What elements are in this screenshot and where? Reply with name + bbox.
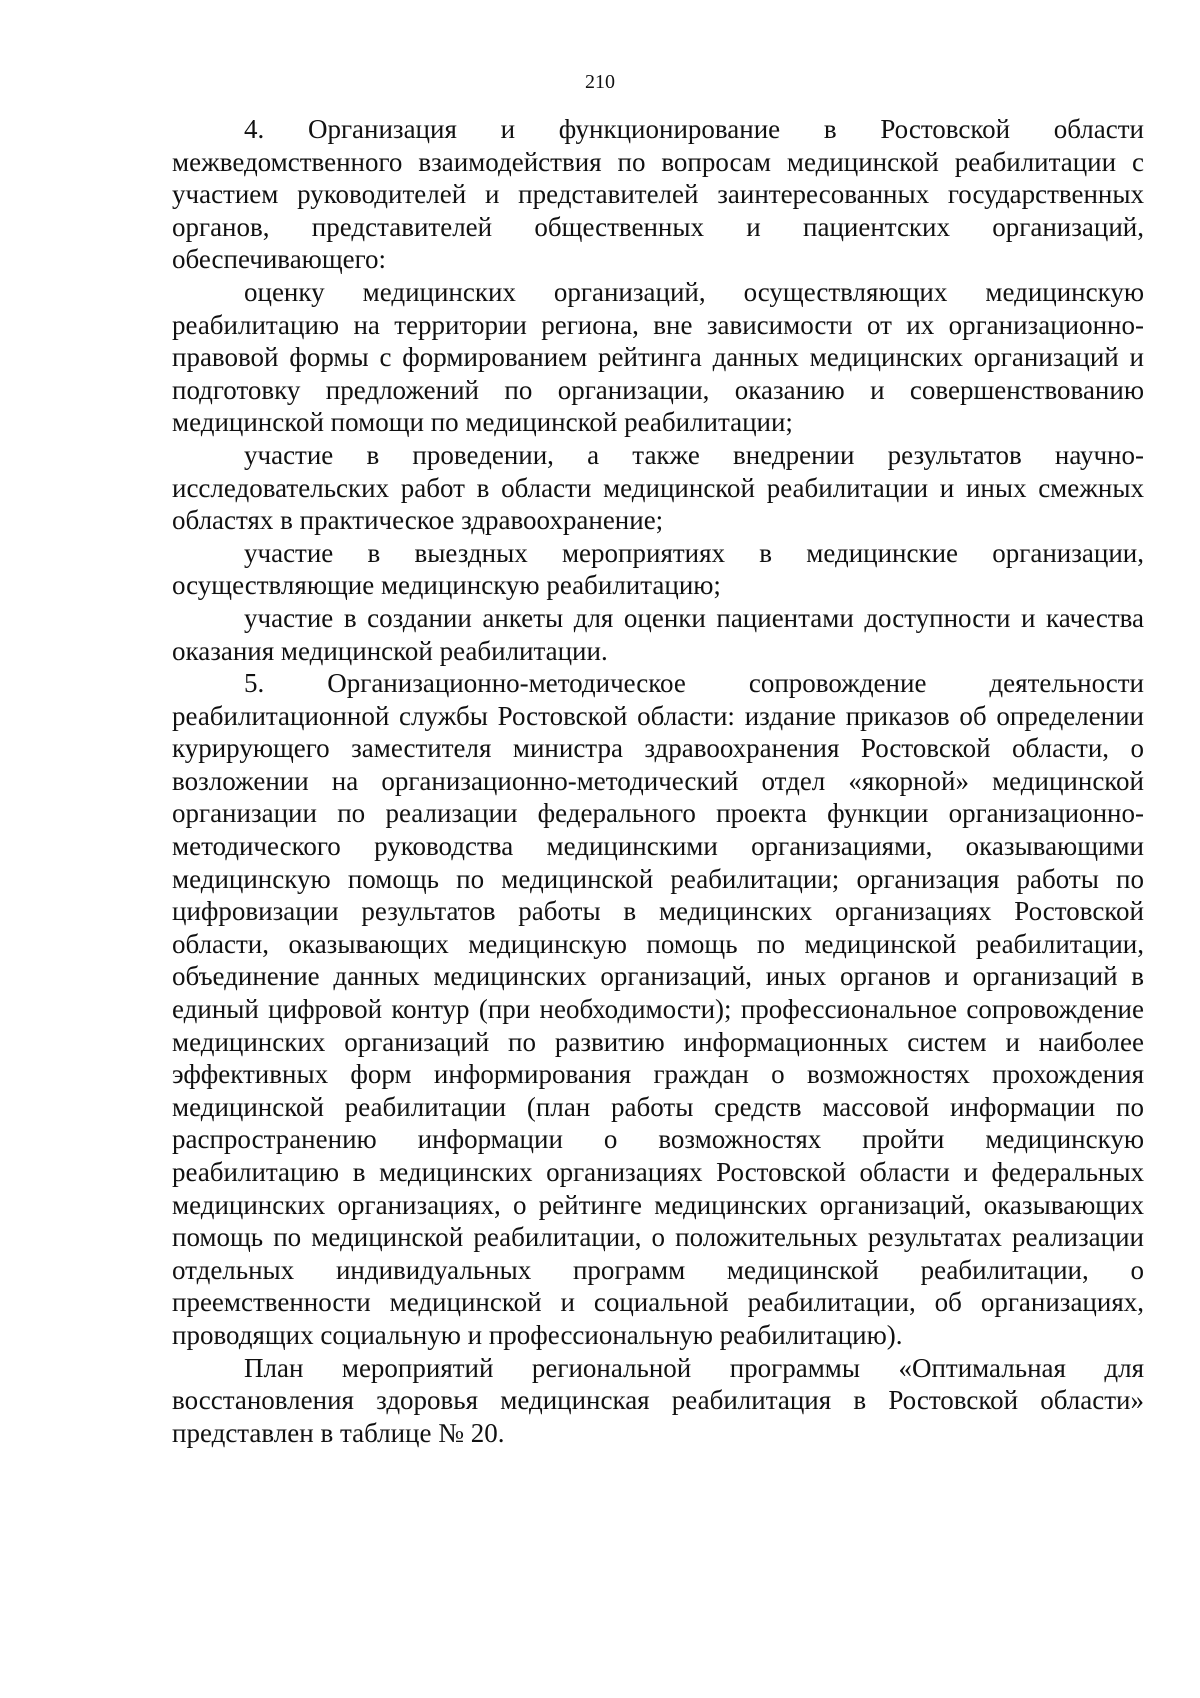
paragraph-assessment-organizations: оценку медицинских организаций, осуществляющих медицинскую реабилитацию на территории региона, вне зависимости от их организационно-правовой формы с формированием рейтинга данных медицинских организаций и подготовку предложений по организации, оказанию и совершенствованию медицинской помощи по медицинской реабилитации; (172, 276, 1144, 438)
page-number: 210 (585, 71, 615, 93)
paragraph-field-visits: участие в выездных мероприятиях в медицинские организации, осуществляющие медицинскую реабилитацию; (172, 537, 1144, 601)
paragraph-methodological-support: 5. Организационно-методическое сопровождение деятельности реабилитационной службы Ростовской области: издание приказов об определении курирующего заместителя министра здравоохранения Ростовской области, о возложении на организационно-методический отдел «якорной» медицинской организации по реализации федерального проекта функции организационно-методического руководства медицинскими организациями, оказывающими медицинскую помощь по медицинской реабилитации; организация работы по цифровизации результатов работы в медицинских организациях Ростовской области, оказывающих медицинскую помощь по медицинской реабилитации, объединение данных медицинских организаций, иных органов и организаций в единый цифровой контур (при необходимости); профессиональное сопровождение медицинских организаций по развитию информационных систем и наиболее эффективных форм информирования граждан о возможностях прохождения медицинской реабилитации (план работы средств массовой информации по распространению информации о возможностях пройти медицинскую реабилитацию в медицинских организациях Ростовской области и федеральных медицинских организациях, о рейтинге медицинских организаций, оказывающих помощь по медицинской реабилитации, о положительных результатах реализации отдельных индивидуальных программ медицинской реабилитации, о преемственности медицинской и социальной реабилитации, об организациях, проводящих социальную и профессиональную реабилитацию). (172, 668, 1144, 1350)
document-body (172, 113, 1144, 1449)
paragraph-questionnaire: участие в создании анкеты для оценки пациентами доступности и качества оказания медицинской реабилитации. (172, 602, 1144, 666)
paragraph-program-plan: План мероприятий региональной программы «Оптимальная для восстановления здоровья медицинская реабилитация в Ростовской области» представлен в таблице № 20. (172, 1352, 1144, 1448)
paragraph-research-participation: участие в проведении, а также внедрении результатов научно-исследовательских работ в области медицинской реабилитации и иных смежных областях в практическое здравоохранение; (172, 439, 1144, 536)
paragraph-interagency-interaction: 4. Организация и функционирование в Ростовской области межведомственного взаимодействия по вопросам медицинской реабилитации с участием руководителей и представителей заинтересованных государственных органов, представителей общественных и пациентских организаций, обеспечивающего: (172, 114, 1144, 275)
